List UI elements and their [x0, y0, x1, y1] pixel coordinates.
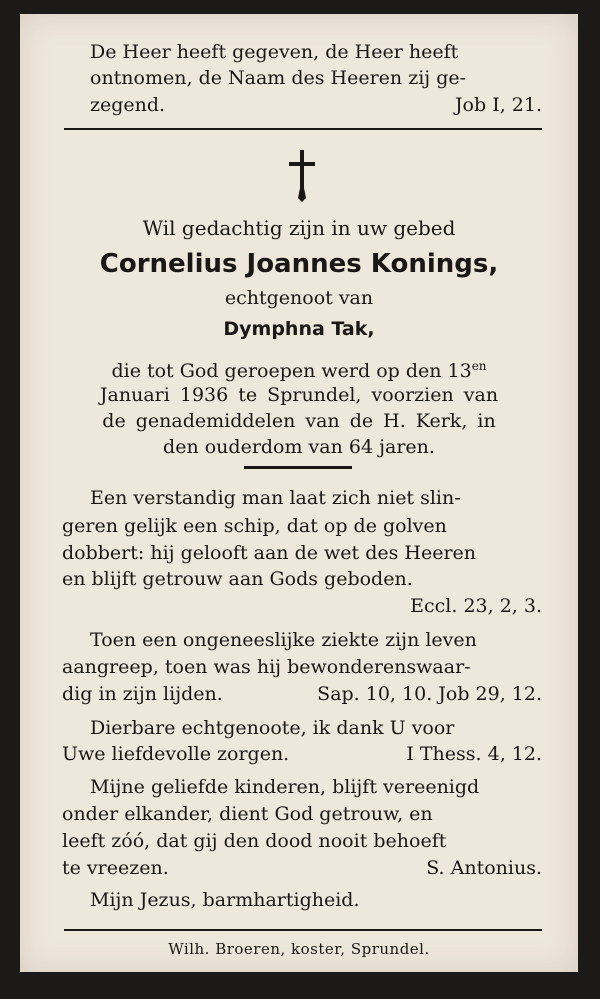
bottom-divider — [64, 929, 542, 931]
header-reference: Job I, 21. — [454, 94, 542, 116]
verse4-line-2: onder elkander, dient God getrouw, en — [62, 803, 433, 825]
spouse-name: Dymphna Tak, — [223, 318, 375, 340]
header-line-1: De Heer heeft gegeven, de Heer heeft — [90, 41, 459, 63]
header-line-3: zegend. — [90, 94, 166, 116]
header-line-2: ontnomen, de Naam des Heeren zij ge- — [90, 67, 467, 89]
relation-text: echtgenoot van — [224, 287, 374, 309]
printer-credit: Wilh. Broeren, koster, Sprundel. — [168, 940, 430, 958]
verse1-line-2: geren gelijk een schip, dat op de golven — [62, 515, 447, 537]
verse2-line-3: dig in zijn lijden. — [62, 683, 223, 705]
verse4-line-1: Mijne geliefde kinderen, blijft vereenigd — [90, 776, 480, 798]
verse3-line-2: Uwe liefdevolle zorgen. — [62, 743, 290, 765]
memorial-intro: Wil gedachtig zijn in uw gebed — [142, 216, 456, 240]
memorial-line-1: die tot God geroepen werd op den $13^{en}$ — [111, 359, 487, 382]
verse2-reference: Sap. 10, 10. Job 29, 12. — [317, 683, 542, 705]
top-divider — [64, 128, 542, 130]
verse1-line-1: Een verstandig man laat zich niet slin- — [90, 487, 461, 509]
memorial-line-4: den ouderdom van 64 jaren. — [163, 436, 435, 458]
middle-divider — [244, 466, 352, 469]
verse4-line-3: leeft zóó, dat gij den dood nooit behoeft — [62, 830, 447, 852]
verse2-line-1: Toen een ongeneeslijke ziekte zijn leven — [90, 629, 477, 651]
verse1-line-4: en blijft getrouw aan Gods geboden. — [62, 568, 413, 590]
verse4-line-4: te vreezen. — [62, 857, 169, 879]
latin-cross-icon — [288, 150, 316, 202]
verse3-line-1: Dierbare echtgenoote, ik dank U voor — [90, 717, 455, 739]
verse1-reference: Eccl. 23, 2, 3. — [410, 595, 542, 617]
verse2-line-2: aangreep, toen was hij bewonderenswaar- — [62, 656, 471, 678]
closing-prayer: Mijn Jezus, barmhartigheid. — [90, 889, 360, 911]
memorial-line-3: de genademiddelen van de H. Kerk, in — [102, 410, 496, 432]
memorial-line-2: Januari 1936 te Sprundel, voorzien van — [99, 384, 499, 406]
verse3-reference: I Thess. 4, 12. — [406, 743, 542, 765]
verse1-line-3: dobbert: hij gelooft aan de wet des Heeren — [62, 542, 477, 564]
verse4-reference: S. Antonius. — [426, 857, 542, 879]
deceased-name: Cornelius Joannes Konings, — [99, 249, 499, 279]
